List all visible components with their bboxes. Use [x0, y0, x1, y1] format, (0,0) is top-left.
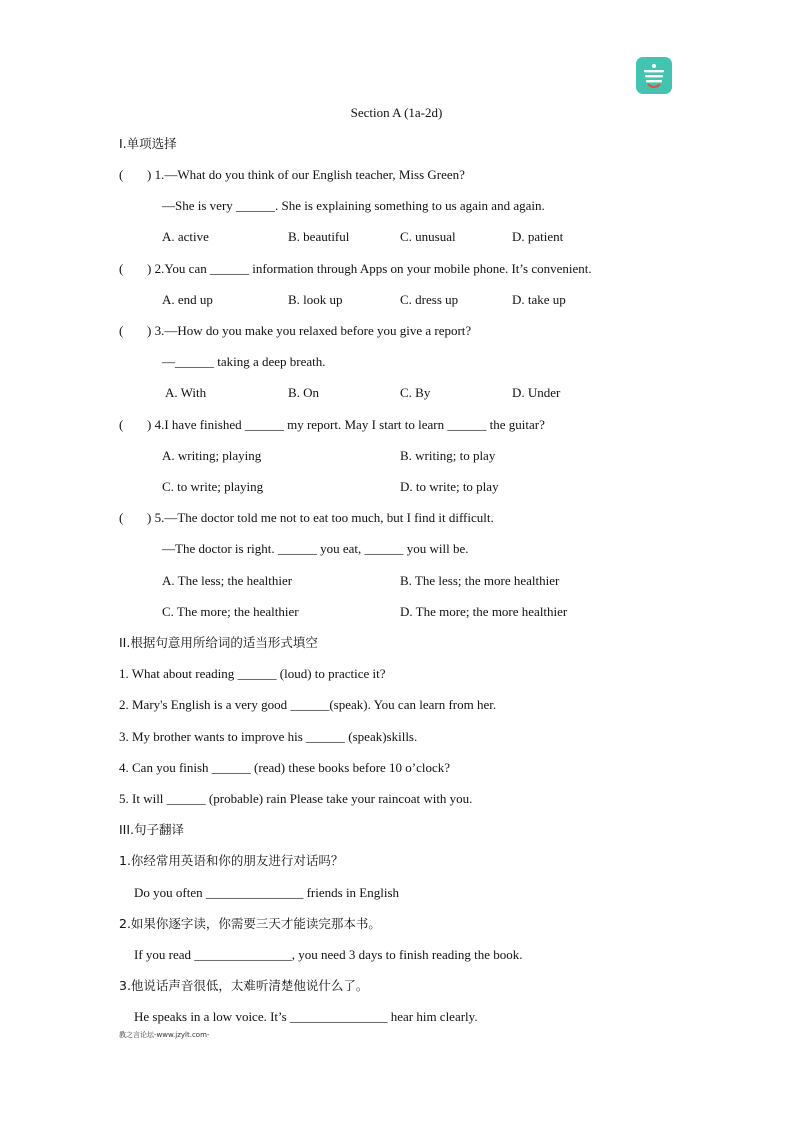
- q4-option-a: A. writing; playing: [162, 448, 262, 463]
- fill-item-4: 4. Can you finish ______ (read) these books before 10 o’clock?: [119, 760, 451, 775]
- logo-icon: [636, 57, 672, 94]
- q1-number: ) 1.: [147, 167, 165, 182]
- q3-option-a: A. With: [165, 385, 207, 400]
- answer-paren: (: [119, 323, 124, 338]
- q3-option-d: D. Under: [512, 385, 561, 400]
- q1-option-b: B. beautiful: [288, 229, 350, 244]
- translation-3-en: He speaks in a low voice. It’s _______________ hear him clearly.: [134, 1009, 478, 1024]
- q1-stem: —What do you think of our English teacher, Miss Green?: [164, 167, 465, 182]
- translation-2-en: If you read _______________, you need 3 days to finish reading the book.: [134, 947, 523, 962]
- answer-paren: (: [119, 167, 124, 182]
- q5-option-c: C. The more; the healthier: [162, 604, 299, 619]
- q5-option-d: D. The more; the more healthier: [400, 604, 568, 619]
- q1-option-d: D. patient: [512, 229, 564, 244]
- q2-option-b: B. look up: [288, 292, 343, 307]
- part2-heading: II.根据句意用所给词的适当形式填空: [119, 635, 318, 650]
- translation-1-en: Do you often _______________ friends in English: [134, 885, 400, 900]
- question-4: [119, 417, 545, 433]
- translation-3-cn: 3.他说话声音很低，太难听清楚他说什么了。: [119, 978, 369, 993]
- q3-option-c: C. By: [400, 385, 431, 400]
- q2-option-a: A. end up: [162, 292, 213, 307]
- q5-option-a: A. The less; the healthier: [162, 573, 293, 588]
- q5-stem: —The doctor told me not to eat too much, but I find it difficult.: [164, 510, 494, 525]
- footer-watermark: 教之言论坛-www.jzylt.com-: [119, 1031, 210, 1039]
- q4-stem: I have finished ______ my report. May I start to learn ______ the guitar?: [164, 417, 545, 432]
- question-5: [119, 510, 494, 526]
- q1-option-a: A. active: [162, 229, 209, 244]
- question-2: [119, 261, 592, 277]
- q5-number: ) 5.: [147, 510, 165, 525]
- q4-option-c: C. to write; playing: [162, 479, 264, 494]
- answer-paren: (: [119, 261, 124, 276]
- part3-heading: III.句子翻译: [119, 822, 185, 837]
- part1-heading: I.单项选择: [119, 136, 177, 151]
- q5-line2: —The doctor is right. ______ you eat, ______ you will be.: [162, 541, 469, 556]
- q1-line2: —She is very ______. She is explaining something to us again and again.: [162, 198, 545, 213]
- question-1: [119, 167, 465, 183]
- q4-option-b: B. writing; to play: [400, 448, 496, 463]
- q1-option-c: C. unusual: [400, 229, 456, 244]
- fill-item-5: 5. It will ______ (probable) rain Please take your raincoat with you.: [119, 791, 473, 806]
- answer-paren: (: [119, 510, 124, 525]
- q4-option-d: D. to write; to play: [400, 479, 499, 494]
- q3-line2: —______ taking a deep breath.: [162, 354, 326, 369]
- q4-number: ) 4.: [147, 417, 165, 432]
- fill-item-3: 3. My brother wants to improve his ______ (speak)skills.: [119, 729, 418, 744]
- translation-2-cn: 2.如果你逐字读，你需要三天才能读完那本书。: [119, 916, 381, 931]
- fill-item-2: 2. Mary's English is a very good ______(speak). You can learn from her.: [119, 697, 497, 712]
- q2-option-c: C. dress up: [400, 292, 459, 307]
- page-title: Section A (1a-2d): [350, 105, 443, 120]
- fill-item-1: 1. What about reading ______ (loud) to practice it?: [119, 666, 386, 681]
- q2-option-d: D. take up: [512, 292, 566, 307]
- q3-stem: —How do you make you relaxed before you give a report?: [164, 323, 472, 338]
- answer-paren: (: [119, 417, 124, 432]
- q3-number: ) 3.: [147, 323, 165, 338]
- translation-1-cn: 1.你经常用英语和你的朋友进行对话吗？: [119, 853, 344, 868]
- q5-option-b: B. The less; the more healthier: [400, 573, 560, 588]
- question-3: [119, 323, 471, 339]
- q2-number: ) 2.: [147, 261, 165, 276]
- q2-stem: You can ______ information through Apps on your mobile phone. It’s convenient.: [164, 261, 592, 276]
- q3-option-b: B. On: [288, 385, 320, 400]
